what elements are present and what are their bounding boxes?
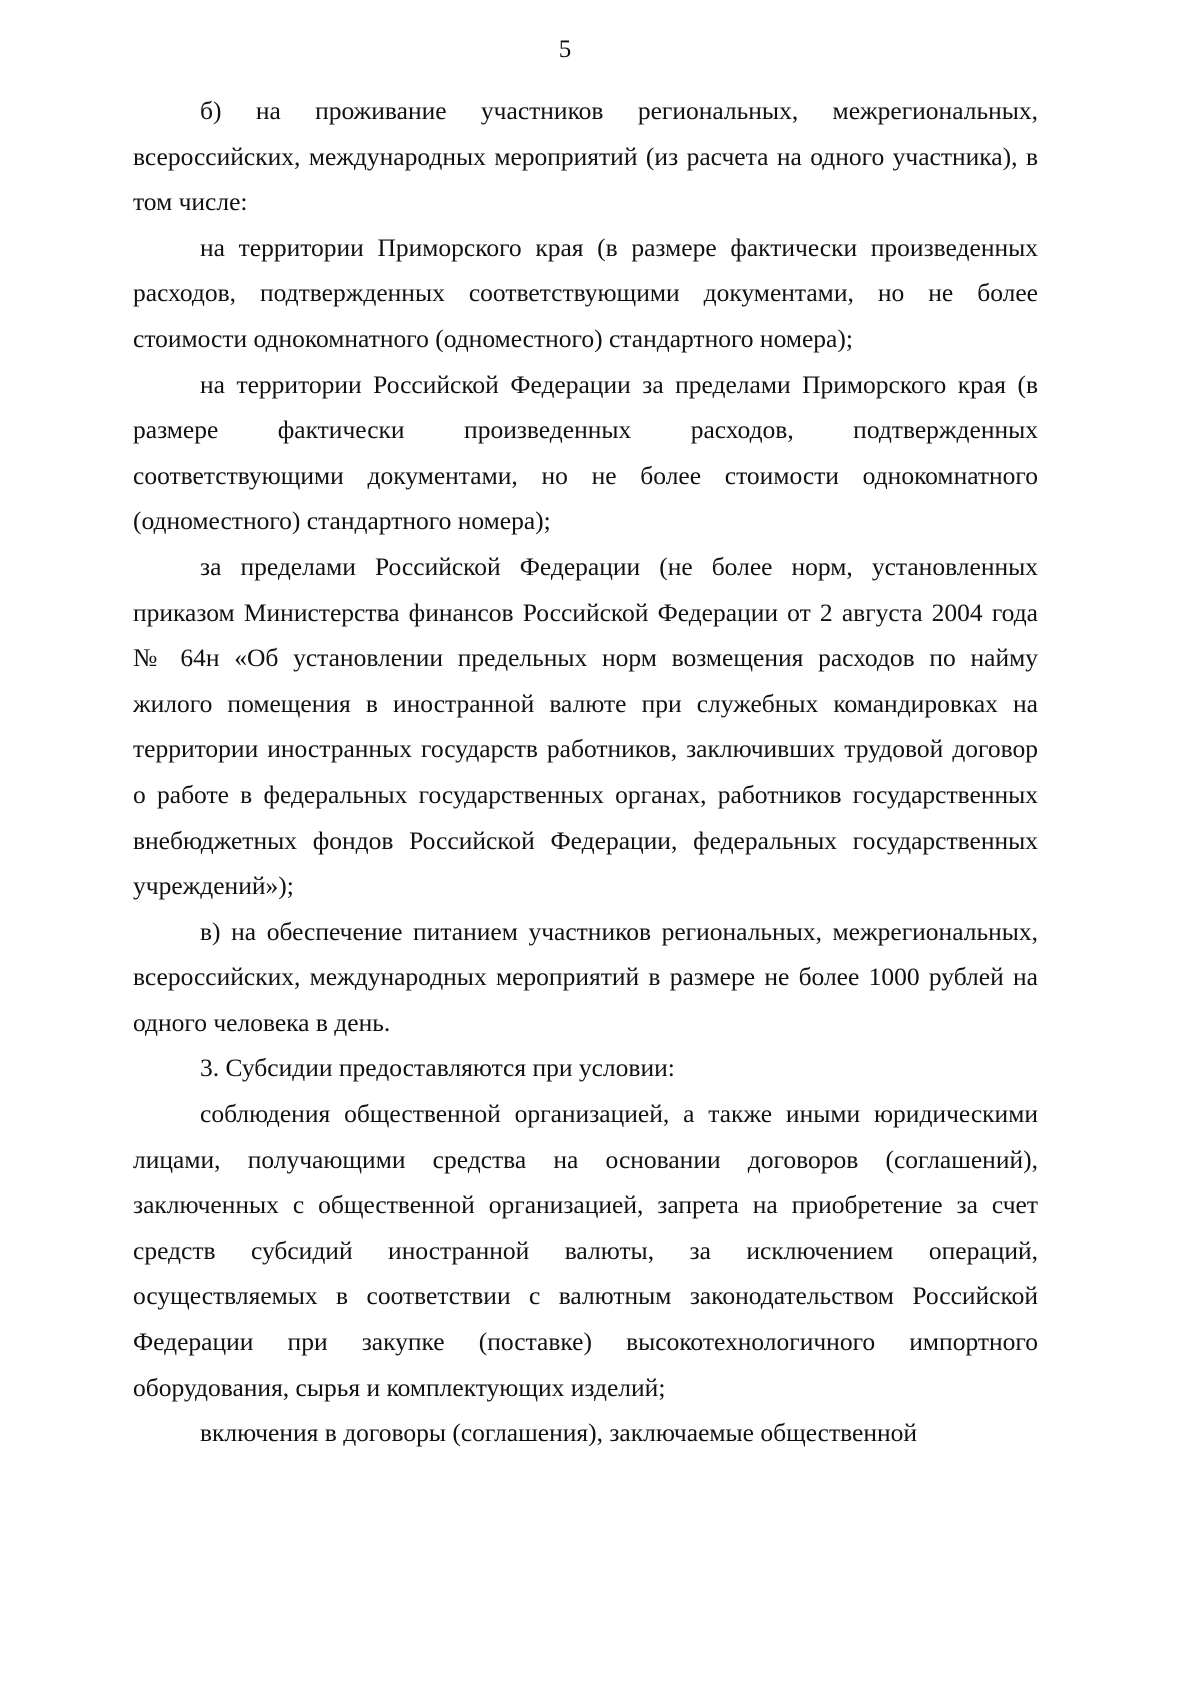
paragraph-russian-federation-territory: на территории Российской Федерации за пределами Приморского края (в размере фактически произведенных расходов, подтвержденных соответствующими документами, но не более стоимости однокомнатного (одноместного) стандартного номера); [133, 369, 1038, 536]
paragraph-subsidy-conditions: 3. Субсидии предоставляются при условии: [200, 1053, 675, 1083]
paragraph-accommodation: б) на проживание участников региональных, межрегиональных, всероссийских, международных мероприятий (из расчета на одного участника), в том числе: [133, 96, 1038, 217]
paragraph-primorsky-territory: на территории Приморского края (в размере фактически произведенных расходов, подтвержденных соответствующими документами, но не более стоимости однокомнатного (одноместного) стандартного номера); [133, 232, 1038, 353]
paragraph-meals: в) на обеспечение питанием участников региональных, межрегиональных, всероссийских, международных мероприятий в размере не более 1000 рублей на одного человека в день. [133, 916, 1038, 1037]
document-body [133, 88, 1038, 1456]
page-number: 5 [558, 36, 572, 63]
paragraph-outside-russian-federation: за пределами Российской Федерации (не более норм, установленных приказом Министерства финансов Российской Федерации от 2 августа 2004 года № 64н «Об установлении предельных норм возмещения расходов по найму жилого помещения в иностранной валюте при служебных командировках на территории иностранных государств работников, заключивших трудовой договор о работе в федеральных государственных органах, работников государственных внебюджетных фондов Российской Федерации, федеральных государственных учреждений»); [133, 551, 1038, 901]
paragraph-contract-inclusion: включения в договоры (соглашения), заключаемые общественной [200, 1418, 918, 1448]
paragraph-foreign-currency-ban: соблюдения общественной организацией, а также иными юридическими лицами, получающими средства на основании договоров (соглашений), заключенных с общественной организацией, запрета на приобретение за счет средств субсидий иностранной валюты, за исключением операций, осуществляемых в соответствии с валютным законодательством Российской Федерации при закупке (поставке) высокотехнологичного импортного оборудования, сырья и комплектующих изделий; [133, 1099, 1038, 1402]
